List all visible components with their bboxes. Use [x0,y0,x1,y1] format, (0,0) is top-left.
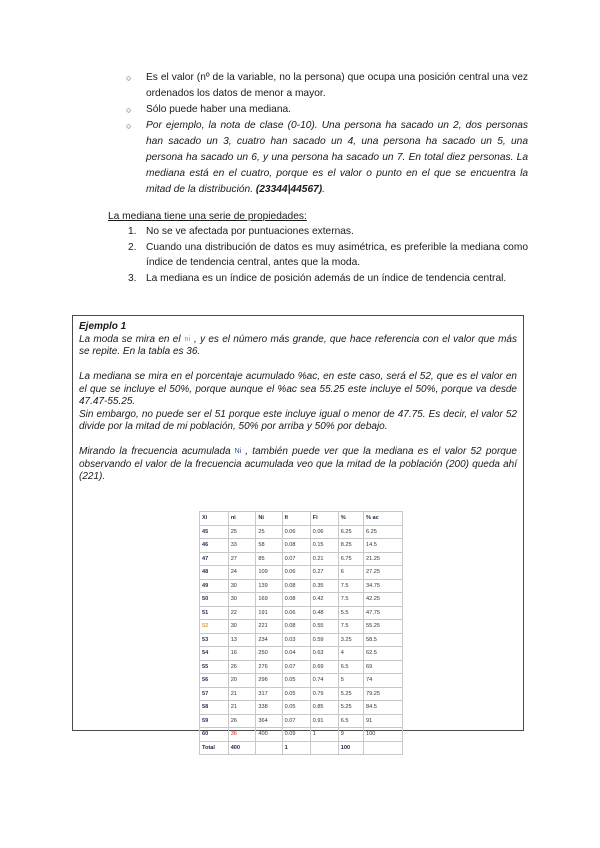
header-Fi: Fi [310,512,338,526]
cell-Fi: 0.48 [310,606,338,620]
total-cell-ni: 400 [228,741,256,755]
cell-fi: 0.08 [282,593,310,607]
cell-percent: 7.5 [338,620,363,634]
cell-ni: 26 [228,660,256,674]
cell-fi: 0.07 [282,714,310,728]
cell-percent: 9 [338,728,363,742]
cell-percent: 6 [338,566,363,580]
cell-fi: 0.03 [282,633,310,647]
table-row [200,728,403,742]
cell-percent-ac: 79.25 [363,687,402,701]
cell-Ni: 317 [256,687,282,701]
table-row [200,620,403,634]
cell-Ni: 109 [256,566,282,580]
cell-percent-ac: 14.5 [363,539,402,553]
cell-percent: 4 [338,647,363,661]
cell-percent-ac: 91 [363,714,402,728]
cell-fi: 0.09 [282,728,310,742]
circle-bullet-icon: ○ [126,73,132,83]
table-row [200,566,403,580]
cell-Fi: 0.63 [310,647,338,661]
property-item: 3. La mediana es un índice de posición además de un índice de tendencia central. [128,272,507,284]
cell-percent-ac: 100 [363,728,402,742]
cell-Ni: 364 [256,714,282,728]
cell-Fi: 0.91 [310,714,338,728]
table-header-row [200,512,403,526]
cell-percent: 5.25 [338,701,363,715]
cell-percent: 6.5 [338,660,363,674]
cell-xi: 54 [200,647,229,661]
cell-fi: 0.04 [282,647,310,661]
cell-ni: 21 [228,701,256,715]
cell-Fi: 1 [310,728,338,742]
properties-list [124,224,528,286]
bullet-item: ○ Es el valor (nº de la variable, no la persona) que ocupa una posición central una vez ordenados los datos de menor a mayor. [126,72,528,99]
median-definition-list [124,70,528,198]
cell-xi: 48 [200,566,229,580]
cell-percent-ac: 47.75 [363,606,402,620]
cell-percent-ac: 84.5 [363,701,402,715]
cell-ni: 16 [228,647,256,661]
cell-xi: 45 [200,525,229,539]
cell-Fi: 0.06 [310,525,338,539]
cell-Fi: 0.74 [310,674,338,688]
cell-fi: 0.08 [282,539,310,553]
median-split-example: (23344|44567) [255,184,323,195]
table-row [200,579,403,593]
cell-fi: 0.06 [282,606,310,620]
table-row [200,714,403,728]
cell-Ni: 400 [256,728,282,742]
cell-Ni: 276 [256,660,282,674]
cell-Fi: 0.42 [310,593,338,607]
cell-fi: 0.05 [282,687,310,701]
cell-xi: 52 [200,620,229,634]
cell-Ni: 338 [256,701,282,715]
cell-percent-ac: 6.25 [363,525,402,539]
cell-fi: 0.06 [282,525,310,539]
header-percent: % [338,512,363,526]
cell-ni: 33 [228,539,256,553]
table-body [200,525,403,755]
header-percent-ac: % ac [363,512,402,526]
cell-fi: 0.07 [282,660,310,674]
cell-Fi: 0.55 [310,620,338,634]
cell-Ni: 85 [256,552,282,566]
cell-Fi: 0.85 [310,701,338,715]
cell-percent: 6.25 [338,525,363,539]
cell-fi: 0.07 [282,552,310,566]
cell-percent-ac: 27.25 [363,566,402,580]
table-row [200,606,403,620]
cell-xi: 47 [200,552,229,566]
cell-xi: 51 [200,606,229,620]
cell-ni: 22 [228,606,256,620]
cell-xi: 46 [200,539,229,553]
frequency-table [199,511,403,755]
cell-Ni: 58 [256,539,282,553]
cell-ni: 30 [228,593,256,607]
property-item: 2. Cuando una distribución de datos es muy asimétrica, es preferible la mediana como índice de tendencia central, antes que la moda. [128,241,528,268]
header-fi: fi [282,512,310,526]
cell-Ni: 234 [256,633,282,647]
cell-Ni: 221 [256,620,282,634]
total-cell-Fi [310,741,338,755]
median-clarification: Sin embargo, no puede ser el 51 porque este incluye igual o menor de 47.75. Es decir, el valor 52 divide por la mitad de mi población, 50% por arriba y 50% por debajo. [79,408,517,432]
table-row [200,539,403,553]
cell-xi: 55 [200,660,229,674]
cell-Ni: 191 [256,606,282,620]
bullet-item-example: ○ Por ejemplo, la nota de clase (0-10). Una persona ha sacado un 2, dos personas han sacado un 3, cuatro han sacado un 4, una persona ha sacado un 5, una persona ha sacado un 6, y una persona ha sacado un 7. En total diez personas. La mediana está en el cuatro, porque es el valor o punto en el que se encuentra la mitad de la distribución. (23344|44567). [126,120,528,195]
header-Ni: Ni [256,512,282,526]
cell-percent-ac: 74 [363,674,402,688]
cell-percent: 8.25 [338,539,363,553]
cell-Fi: 0.69 [310,660,338,674]
Ni-symbol-icon: Ni [234,448,242,455]
property-item: 1. No se ve afectada por puntuaciones externas. [128,226,354,237]
cell-xi: 58 [200,701,229,715]
cell-Ni: 296 [256,674,282,688]
ni-symbol-icon: ni [184,335,190,343]
cell-fi: 0.08 [282,579,310,593]
cell-fi: 0.06 [282,566,310,580]
table-row [200,633,403,647]
cell-ni: 26 [228,714,256,728]
circle-bullet-icon: ○ [126,121,132,131]
cell-xi: 49 [200,579,229,593]
cell-Ni: 25 [256,525,282,539]
total-cell-percent: 100 [338,741,363,755]
cell-fi: 0.05 [282,674,310,688]
table-total-row [200,741,403,755]
cell-xi: 57 [200,687,229,701]
cell-ni: 25 [228,525,256,539]
cell-percent: 3.25 [338,633,363,647]
cell-Ni: 169 [256,593,282,607]
total-cell-Ni [256,741,282,755]
cell-percent: 7.5 [338,593,363,607]
cell-xi: 60 [200,728,229,742]
cell-ni: 27 [228,552,256,566]
cell-fi: 0.08 [282,620,310,634]
cell-percent: 5 [338,674,363,688]
cell-percent: 5.5 [338,606,363,620]
cell-ni: 13 [228,633,256,647]
properties-heading: La mediana tiene una serie de propiedades: [108,211,307,222]
cumulative-frequency-explanation: Mirando la frecuencia acumulada Ni , también puede ver que la mediana es el valor 52 porque observando el valor de la frecuencia acumulada veo que la mitad de la población (200) queda ahí (221). [79,446,517,482]
total-cell-fi: 1 [282,741,310,755]
cell-percent-ac: 42.25 [363,593,402,607]
cell-Ni: 139 [256,579,282,593]
cell-xi: 53 [200,633,229,647]
cell-percent-ac: 69 [363,660,402,674]
mode-explanation: La moda se mira en el ni , y es el número más grande, que hace referencia con el valor que más se repite. En la tabla es 36. [79,333,517,357]
cell-Fi: 0.15 [310,539,338,553]
cell-xi: 50 [200,593,229,607]
cell-percent-ac: 62.5 [363,647,402,661]
table-row [200,674,403,688]
total-cell-xi: Total [200,741,229,755]
cell-percent-ac: 55.25 [363,620,402,634]
cell-percent: 6.5 [338,714,363,728]
example-box [72,315,524,751]
total-cell-percent-ac [363,741,402,755]
table-row [200,701,403,715]
cell-xi: 56 [200,674,229,688]
cell-ni: 21 [228,687,256,701]
cell-percent-ac: 34.75 [363,579,402,593]
cell-Fi: 0.27 [310,566,338,580]
cell-Fi: 0.35 [310,579,338,593]
table-row [200,593,403,607]
cell-percent: 6.75 [338,552,363,566]
cell-Fi: 0.79 [310,687,338,701]
cell-percent-ac: 21.25 [363,552,402,566]
median-explanation: La mediana se mira en el porcentaje acumulado %ac, en este caso, será el 52, que es el valor en el que se incluye el 50%, porque aunque el %ac sea 55.25 este incluye el 50%, porque va desde 47.47-55.25. [79,371,517,407]
cell-percent: 5.25 [338,687,363,701]
circle-bullet-icon: ○ [126,105,132,115]
cell-Ni: 250 [256,647,282,661]
cell-Fi: 0.59 [310,633,338,647]
table-row [200,687,403,701]
cell-percent-ac: 58.5 [363,633,402,647]
cell-ni: 24 [228,566,256,580]
cell-ni: 36 [228,728,256,742]
cell-ni: 30 [228,579,256,593]
table-row [200,660,403,674]
cell-xi: 59 [200,714,229,728]
table-row [200,525,403,539]
header-xi: Xi [200,512,229,526]
example-title: Ejemplo 1 [79,321,127,332]
header-ni: ni [228,512,256,526]
cell-percent: 7.5 [338,579,363,593]
table-row [200,552,403,566]
cell-fi: 0.05 [282,701,310,715]
table-row [200,647,403,661]
cell-Fi: 0.21 [310,552,338,566]
bullet-item: ○ Sólo puede haber una mediana. [124,102,528,118]
cell-ni: 20 [228,674,256,688]
cell-ni: 30 [228,620,256,634]
